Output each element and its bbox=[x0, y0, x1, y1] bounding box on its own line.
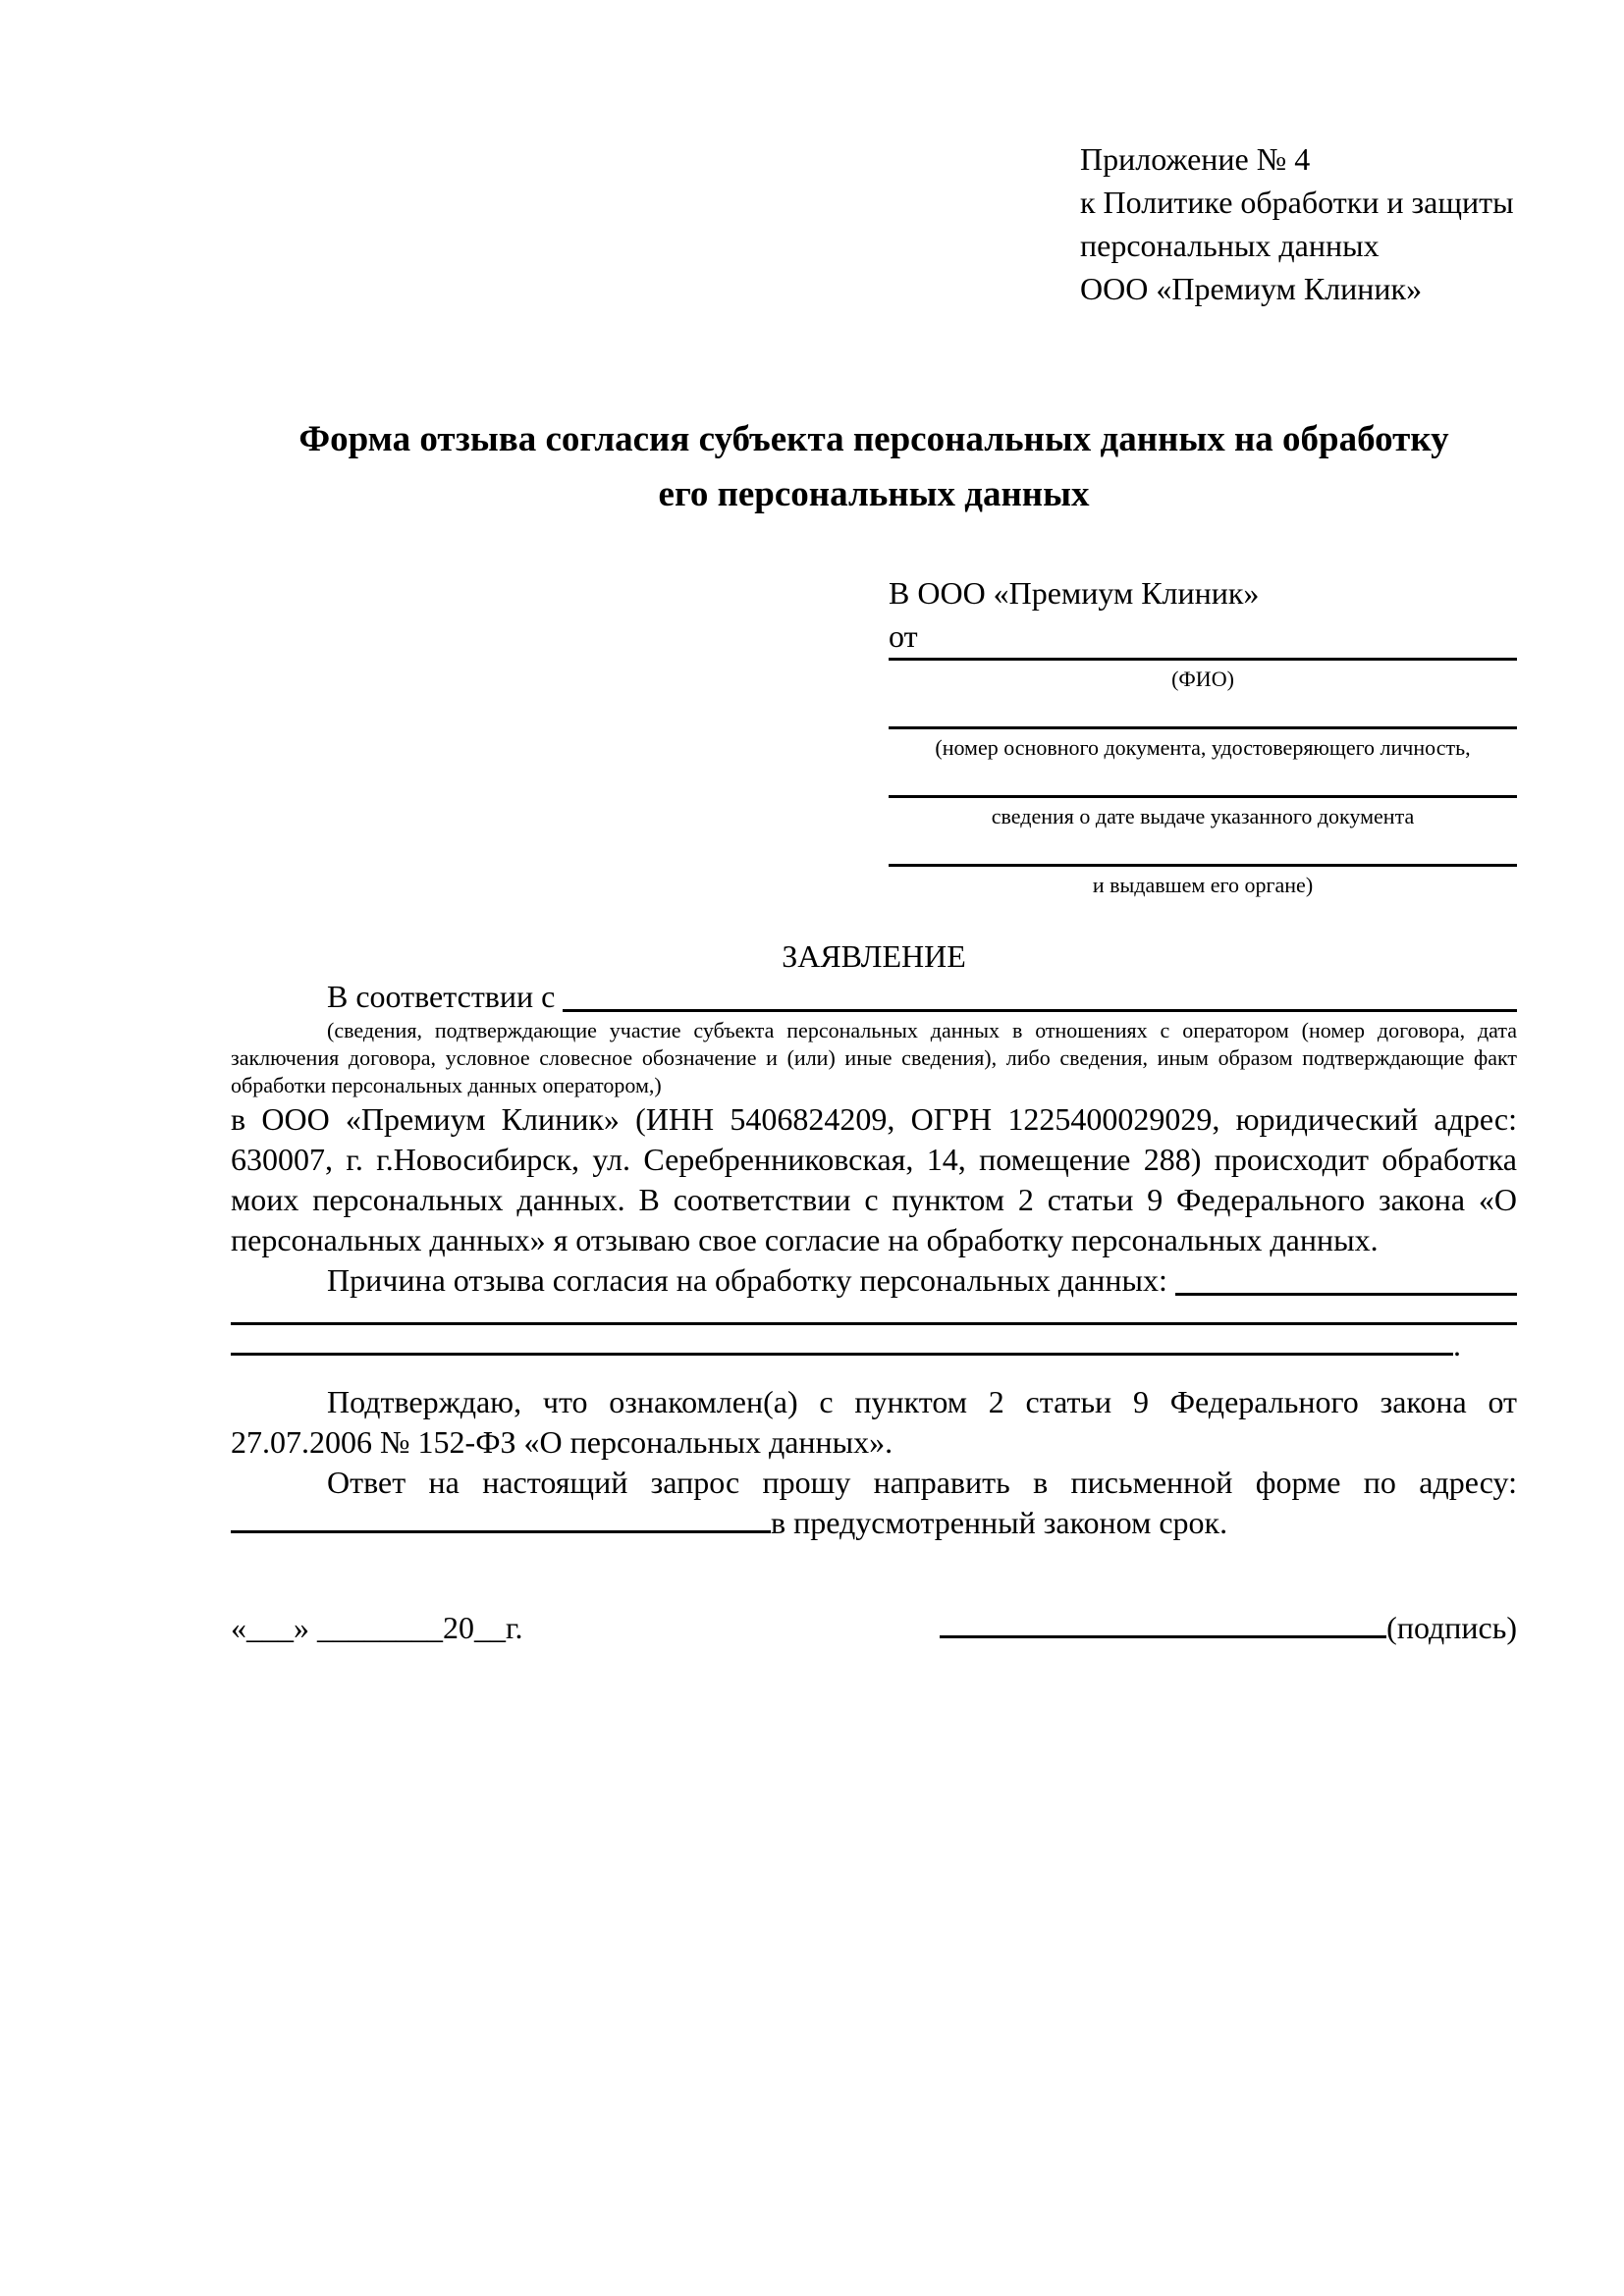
field-issue-date bbox=[889, 795, 1517, 864]
signature-block bbox=[940, 1608, 1517, 1648]
document-title-line: Форма отзыва согласия субъекта персональных данных на обработку bbox=[298, 419, 1449, 459]
field-issuing-authority bbox=[889, 864, 1517, 933]
address-blank-line bbox=[231, 1505, 771, 1533]
reply-label: Ответ на настоящий запрос прошу направить в письменной форме по адресу: bbox=[327, 1465, 1517, 1500]
appendix-note bbox=[1080, 137, 1565, 310]
reply-paragraph bbox=[231, 1463, 1517, 1543]
field-caption: (номер основного документа, удостоверяющего личность, bbox=[935, 735, 1471, 760]
intro-row bbox=[231, 977, 1517, 1017]
blank-line-row bbox=[231, 1325, 1517, 1368]
reply-tail: в предусмотренный законом срок. bbox=[771, 1505, 1228, 1540]
statement-body: в ООО «Премиум Клиник» (ИНН 5406824209, ОГРН 1225400029029, юридический адрес: 630007, г. г.Новосибирск, ул. Серебренниковская, 14, помещение 288) происходит обработка моих персональных данных. В соответствии с пунктом 2 статьи 9 Федерального закона «О персональных данных» я отзываю свое согласие на обработку персональных данных. bbox=[231, 1101, 1517, 1257]
confirmation-paragraph: Подтверждаю, что ознакомлен(а) с пунктом 2 статьи 9 Федерального закона от 27.07.2006 № 152-ФЗ «О персональных данных». bbox=[231, 1384, 1517, 1460]
blank-line bbox=[563, 1009, 1517, 1012]
document-title-line: его персональных данных bbox=[658, 474, 1090, 514]
signature-line bbox=[940, 1610, 1386, 1638]
signature-caption: (подпись) bbox=[1386, 1610, 1517, 1645]
addressee-block bbox=[889, 571, 1517, 933]
addressee-to: В ООО «Премиум Клиник» bbox=[889, 575, 1260, 611]
field-caption: (ФИО) bbox=[1171, 667, 1234, 691]
date-line: «___» ________20__г. bbox=[231, 1610, 523, 1645]
blank-line bbox=[231, 1327, 1453, 1356]
field-caption: и выдавшем его органе) bbox=[1092, 873, 1314, 897]
intro-label: В соответствии с bbox=[327, 979, 556, 1014]
appendix-line: ООО «Премиум Клиник» bbox=[1080, 271, 1423, 306]
field-fio bbox=[889, 658, 1517, 726]
field-identity-document bbox=[889, 726, 1517, 795]
field-caption: сведения о дате выдаче указанного документа bbox=[991, 804, 1415, 828]
reason-row bbox=[231, 1260, 1517, 1301]
statement-heading: ЗАЯВЛЕНИЕ bbox=[782, 938, 966, 974]
footer-row bbox=[231, 1608, 1517, 1648]
addressee-from-label: от bbox=[889, 618, 918, 654]
period: . bbox=[1453, 1327, 1461, 1362]
blank-line bbox=[1175, 1293, 1517, 1296]
document-title bbox=[231, 412, 1517, 522]
appendix-line: персональных данных bbox=[1080, 228, 1380, 263]
reason-label: Причина отзыва согласия на обработку персональных данных: bbox=[327, 1262, 1167, 1298]
fine-print: (сведения, подтверждающие участие субъекта персональных данных в отношениях с оператором (номер договора, дата заключения договора, условное словесное обозначение и (или) иные сведения), либо сведения, иным образом подтверждающие факт обработки персональных данных оператором,) bbox=[231, 1018, 1517, 1097]
appendix-line: Приложение № 4 bbox=[1080, 141, 1311, 177]
appendix-line: к Политике обработки и защиты bbox=[1080, 185, 1514, 220]
